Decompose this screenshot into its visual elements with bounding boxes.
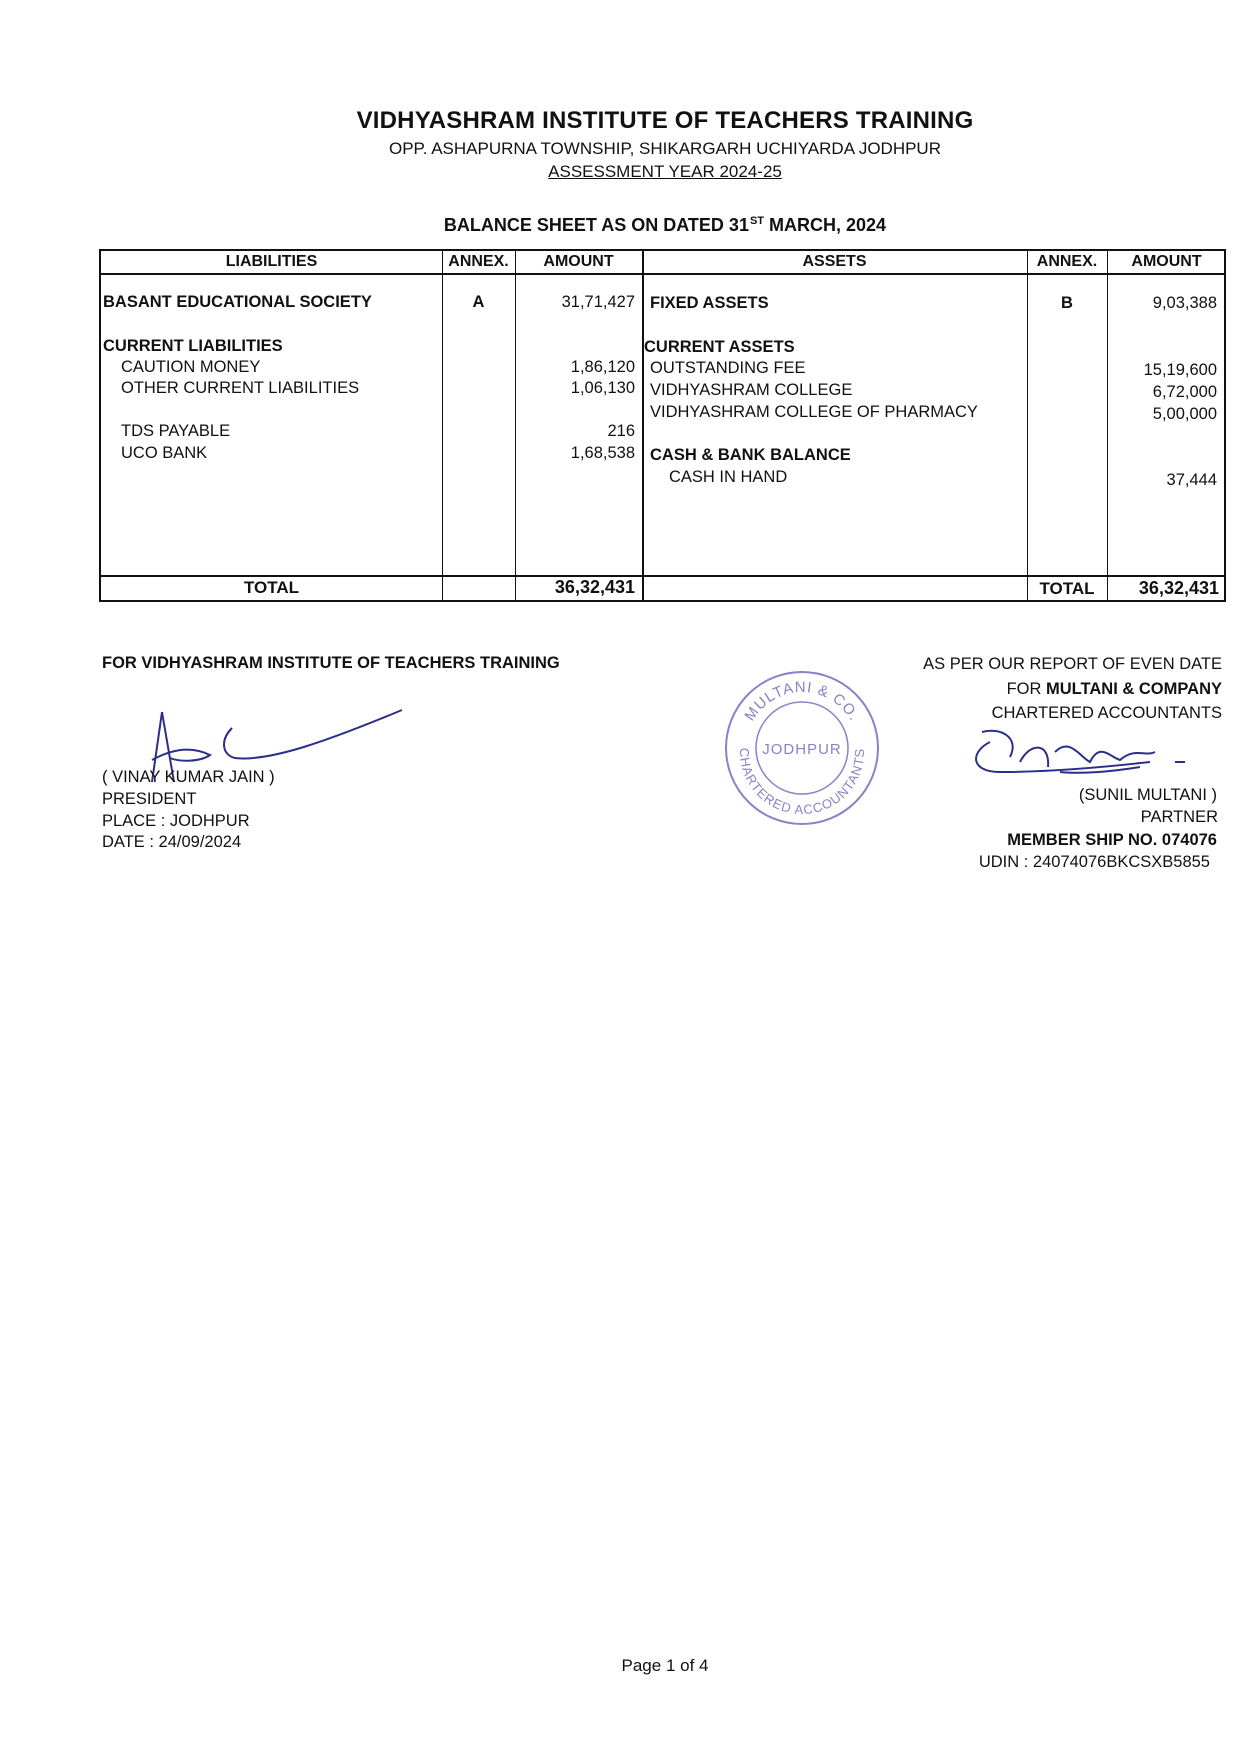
stamp-text-bottom: CHARTERED ACCOUNTANTS <box>736 747 868 818</box>
balance-sheet-title <box>0 215 1240 236</box>
partner-designation: PARTNER <box>1140 808 1218 826</box>
balance-sheet-table <box>99 249 1226 602</box>
firm-name: MULTANI & COMPANY <box>1046 680 1222 698</box>
liability-society-annex: A <box>472 293 485 311</box>
for-institute-line: FOR VIDHYASHRAM INSTITUTE OF TEACHERS TRAINING <box>102 654 560 672</box>
col-header-liabilities: LIABILITIES <box>225 253 318 270</box>
stamp-text-top: MULTANI & CO. <box>741 678 863 725</box>
partner-name: (SUNIL MULTANI ) <box>1078 786 1217 804</box>
for-firm-prefix: FOR <box>1006 680 1047 698</box>
for-firm-line <box>740 680 1222 699</box>
udin-number: UDIN : 24074076BKCSXB5855 <box>978 853 1210 871</box>
bs-title-sup: ST <box>749 215 765 227</box>
page-number: Page 1 of 4 <box>621 1656 709 1675</box>
col-header-amount: AMOUNT <box>543 253 614 270</box>
institute-address: OPP. ASHAPURNA TOWNSHIP, SHIKARGARH UCHIYARDA JODHPUR <box>388 139 941 158</box>
current-liabilities-heading: CURRENT LIABILITIES <box>103 337 283 355</box>
bs-title-main: BALANCE SHEET AS ON DATED 31 <box>443 215 749 235</box>
total-liabilities-label: TOTAL <box>243 578 300 597</box>
date-line: DATE : 24/09/2024 <box>102 833 242 851</box>
caution-money-label: CAUTION MONEY <box>121 358 261 376</box>
pharmacy-college-label: VIDHYASHRAM COLLEGE OF PHARMACY <box>650 403 978 421</box>
assessment-year: ASSESSMENT YEAR 2024-25 <box>548 162 782 181</box>
tds-payable-label: TDS PAYABLE <box>121 422 231 440</box>
col-header-assets: ASSETS <box>802 253 867 270</box>
uco-bank-label: UCO BANK <box>121 444 208 462</box>
vidhyashram-college-amount: 6,72,000 <box>1152 383 1217 401</box>
outstanding-fee-amount: 15,19,600 <box>1143 361 1217 379</box>
col-header-amount-assets: AMOUNT <box>1131 253 1202 270</box>
pharmacy-college-amount: 5,00,000 <box>1152 405 1217 423</box>
current-assets-heading: CURRENT ASSETS <box>644 338 795 356</box>
col-header-annex-assets: ANNEX. <box>1036 253 1098 270</box>
tds-payable-amount: 216 <box>607 422 635 440</box>
stamp-text-center: JODHPUR <box>762 741 842 758</box>
header-divider <box>101 273 1224 275</box>
report-line: AS PER OUR REPORT OF EVEN DATE <box>923 655 1222 673</box>
liability-society-amount: 31,71,427 <box>561 293 635 311</box>
fixed-assets-amount: 9,03,388 <box>1152 294 1217 312</box>
uco-bank-amount: 1,68,538 <box>570 444 635 462</box>
total-assets-amount: 36,32,431 <box>1138 578 1219 598</box>
place-line: PLACE : JODHPUR <box>102 812 250 830</box>
fixed-assets-annex: B <box>1061 294 1073 312</box>
institute-title: VIDHYASHRAM INSTITUTE OF TEACHERS TRAINING <box>356 107 974 134</box>
chartered-accountants-line: CHARTERED ACCOUNTANTS <box>991 704 1222 722</box>
total-liabilities-amount: 36,32,431 <box>554 577 635 597</box>
membership-number: MEMBER SHIP NO. 074076 <box>1007 831 1217 849</box>
fixed-assets-label: FIXED ASSETS <box>650 294 769 312</box>
president-name: ( VINAY KUMAR JAIN ) <box>102 768 275 786</box>
bs-title-rest: MARCH, 2024 <box>764 215 887 235</box>
vidhyashram-college-label: VIDHYASHRAM COLLEGE <box>650 381 853 399</box>
total-divider <box>101 575 1224 577</box>
total-assets-label: TOTAL <box>1039 579 1095 598</box>
caution-money-amount: 1,86,120 <box>570 358 635 376</box>
cash-bank-heading: CASH & BANK BALANCE <box>650 446 851 464</box>
cash-in-hand-label: CASH IN HAND <box>669 468 788 486</box>
cash-in-hand-amount: 37,444 <box>1166 471 1217 489</box>
partner-signature <box>960 722 1220 792</box>
other-current-liabilities-amount: 1,06,130 <box>570 379 635 397</box>
president-designation: PRESIDENT <box>102 790 197 808</box>
col-header-annex: ANNEX. <box>448 253 509 270</box>
col-divider <box>642 251 644 600</box>
other-current-liabilities-label: OTHER CURRENT LIABILITIES <box>121 379 360 397</box>
liability-society-label: BASANT EDUCATIONAL SOCIETY <box>103 293 372 311</box>
outstanding-fee-label: OUTSTANDING FEE <box>650 359 806 377</box>
